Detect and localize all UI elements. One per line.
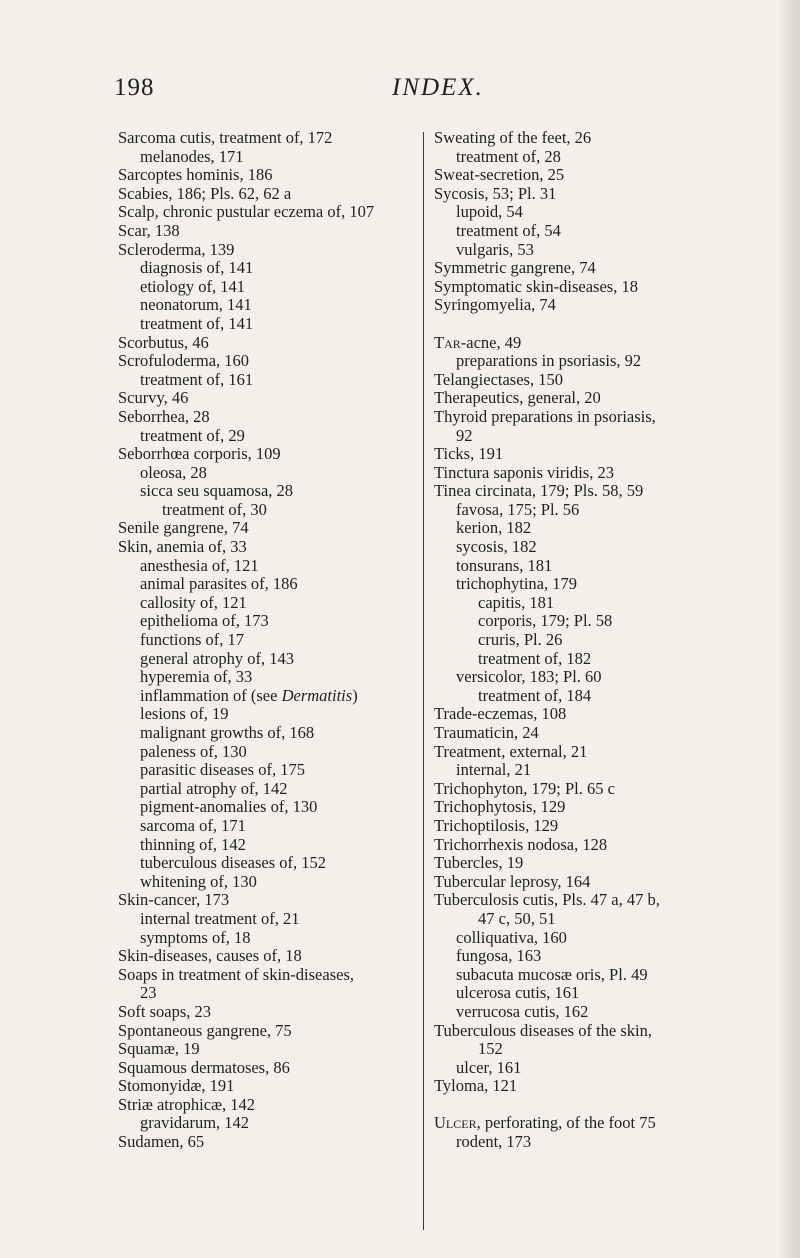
index-entry-text: Scrofuloderma, 160 (118, 351, 250, 371)
index-entry-text: , perforating, of the foot 75 (476, 1113, 656, 1133)
index-entry-text: general atrophy of, 143 (140, 648, 294, 668)
index-entry-text: callosity of, 121 (140, 592, 247, 612)
index-entry-text: capitis, 181 (478, 592, 555, 612)
index-entry-text: Thyroid preparations in psoriasis, (434, 406, 656, 426)
index-entry (118, 854, 423, 873)
index-entry (424, 612, 784, 631)
index-entry (118, 780, 423, 799)
index-entry-text: Telangiectases, 150 (434, 369, 563, 389)
index-entry-smallcaps: Ulcer (434, 1113, 477, 1133)
index-entry-text: rodent, 173 (456, 1132, 532, 1152)
index-entry-text: epithelioma of, 173 (140, 611, 269, 631)
index-entry-text: treatment of, 161 (140, 369, 254, 389)
index-entry-text: hyperemia of, 33 (140, 667, 253, 687)
index-entry-suffix: ) (352, 685, 358, 705)
index-entry (424, 743, 784, 762)
index-entry-text: Tuberculous diseases of the skin, (434, 1020, 652, 1040)
index-entry (424, 371, 784, 390)
index-entry (118, 445, 423, 464)
index-entry (424, 668, 784, 687)
index-entry (424, 334, 784, 353)
index-entry-text: treatment of, 184 (478, 685, 592, 705)
index-entry-smallcaps: Tar (434, 332, 461, 352)
index-entry (424, 575, 784, 594)
index-entry-text: Trichophytosis, 129 (434, 797, 566, 817)
index-entry (424, 1114, 784, 1133)
index-entry (118, 724, 423, 743)
index-entry-text: versicolor, 183; Pl. 60 (456, 667, 602, 687)
index-entry (424, 445, 784, 464)
index-entry-text: sarcoma of, 171 (140, 815, 246, 835)
index-entry-text: Senile gangrene, 74 (118, 518, 249, 538)
index-entry (118, 185, 423, 204)
index-entry-text: Treatment, external, 21 (434, 741, 588, 761)
index-entry (118, 1059, 423, 1078)
index-entry-text: Tubercles, 19 (434, 853, 524, 873)
index-entry (424, 464, 784, 483)
index-entry (424, 984, 784, 1003)
index-entry (424, 389, 784, 408)
index-entry-text: treatment of, 182 (478, 648, 592, 668)
index-entry-text: Scar, 138 (118, 220, 180, 240)
index-entry-text: paleness of, 130 (140, 741, 247, 761)
index-entry-text: Ticks, 191 (434, 444, 504, 464)
index-entry (118, 631, 423, 650)
index-entry (118, 1040, 423, 1059)
index-entry (424, 650, 784, 669)
index-entry-text: -acne, 49 (460, 332, 522, 352)
index-entry (118, 873, 423, 892)
index-entry (424, 352, 784, 371)
index-entry (424, 185, 784, 204)
index-entry-text: Trichoptilosis, 129 (434, 815, 559, 835)
index-entry-text: Soaps in treatment of skin-diseases, (118, 964, 354, 984)
index-entry-text: diagnosis of, 141 (140, 258, 254, 278)
index-entry (118, 278, 423, 297)
index-entry (118, 166, 423, 185)
index-entry (118, 761, 423, 780)
index-entry (424, 222, 784, 241)
index-entry-text: Sarcoma cutis, treatment of, 172 (118, 128, 333, 147)
index-entry (424, 1059, 784, 1078)
index-entry-text: treatment of, 29 (140, 425, 245, 445)
index-entry-text: Skin-cancer, 173 (118, 890, 230, 910)
index-entry-text: Symptomatic skin-diseases, 18 (434, 276, 638, 296)
index-entry-text: inflammation of (see (140, 685, 282, 705)
index-entry-text: Scalp, chronic pustular eczema of, 107 (118, 202, 375, 222)
index-entry (118, 241, 423, 260)
index-entry-text: sycosis, 182 (456, 537, 537, 557)
index-entry-text: Therapeutics, general, 20 (434, 388, 601, 408)
index-entry-text: malignant growths of, 168 (140, 723, 315, 742)
index-entry (424, 1077, 784, 1096)
index-entry (424, 501, 784, 520)
index-entry-text: lesions of, 19 (140, 704, 229, 724)
index-entry (118, 203, 423, 222)
index-entry-text: Soft soaps, 23 (118, 1001, 212, 1021)
index-entry-text: Tinctura saponis viridis, 23 (434, 462, 614, 482)
index-entry-text: anesthesia of, 121 (140, 555, 259, 575)
index-entry (118, 612, 423, 631)
page-number: 198 (114, 74, 155, 101)
index-entry-text: whitening of, 130 (140, 871, 257, 891)
index-entry-text: Skin, anemia of, 33 (118, 537, 247, 557)
index-entry (118, 1022, 423, 1041)
index-entry-text: symptoms of, 18 (140, 927, 251, 947)
index-entry-text: Tubercular leprosy, 164 (434, 871, 591, 891)
index-entry-text: treatment of, 141 (140, 313, 254, 333)
section-gap (424, 1096, 784, 1115)
index-entry (118, 1133, 423, 1152)
index-entry-text: vulgaris, 53 (456, 239, 534, 259)
index-entry-text: tuberculous diseases of, 152 (140, 853, 327, 873)
index-entry-text: lupoid, 54 (456, 202, 523, 222)
index-entry (118, 668, 423, 687)
index-entry-text: internal treatment of, 21 (140, 908, 300, 928)
index-entry-text: kerion, 182 (456, 518, 532, 538)
index-entry (118, 817, 423, 836)
index-entry (424, 148, 784, 167)
index-entry (118, 687, 423, 706)
index-entry-text: verrucosa cutis, 162 (456, 1001, 589, 1021)
index-entry-text: neonatorum, 141 (140, 295, 252, 315)
index-entry-text: animal parasites of, 186 (140, 574, 298, 594)
index-entry-text: Striæ atrophicæ, 142 (118, 1094, 256, 1114)
index-entry-text: corporis, 179; Pl. 58 (478, 611, 613, 631)
index-entry-text: functions of, 17 (140, 630, 245, 650)
index-entry (424, 1003, 784, 1022)
index-entry-text: 152 (478, 1039, 503, 1059)
index-entry (424, 836, 784, 855)
index-entry-text: Tyloma, 121 (434, 1076, 518, 1096)
index-entry (118, 315, 423, 334)
index-entry-text: colliquativa, 160 (456, 927, 567, 947)
index-entry (424, 278, 784, 297)
index-entry (424, 705, 784, 724)
index-entry (118, 129, 423, 148)
index-entry-text: Squamæ, 19 (118, 1039, 200, 1059)
index-entry (424, 817, 784, 836)
index-entry (118, 334, 423, 353)
index-entry (118, 501, 423, 520)
index-entry (118, 836, 423, 855)
index-entry-text: favosa, 175; Pl. 56 (456, 499, 580, 519)
index-entry-text: 23 (140, 983, 157, 1003)
index-entry-text: parasitic diseases of, 175 (140, 760, 305, 780)
index-entry (424, 557, 784, 576)
index-entry-text: Scurvy, 46 (118, 388, 189, 408)
index-entry (118, 296, 423, 315)
index-entry-text: Stomonyidæ, 191 (118, 1076, 235, 1096)
index-entry (424, 947, 784, 966)
index-entry (118, 538, 423, 557)
index-entry (118, 910, 423, 929)
index-entry-text: Skin-diseases, causes of, 18 (118, 946, 302, 966)
index-entry (424, 538, 784, 557)
index-entry (424, 873, 784, 892)
index-entry-text: melanodes, 171 (140, 146, 244, 166)
index-entry (118, 984, 423, 1003)
index-entry-text: trichophytina, 179 (456, 574, 577, 594)
index-entry (424, 166, 784, 185)
index-entry-text: Trichophyton, 179; Pl. 65 c (434, 778, 615, 798)
index-entry (118, 1003, 423, 1022)
index-entry (118, 929, 423, 948)
index-entry-text: thinning of, 142 (140, 834, 246, 854)
index-entry-text: Traumaticin, 24 (434, 723, 539, 742)
index-entry-text: Symmetric gangrene, 74 (434, 258, 596, 278)
index-entry-text: partial atrophy of, 142 (140, 778, 288, 798)
index-entry-text: sicca seu squamosa, 28 (140, 481, 294, 501)
index-entry-text: Scabies, 186; Pls. 62, 62 a (118, 183, 292, 203)
index-entry (424, 780, 784, 799)
index-entry-text: subacuta mucosæ oris, Pl. 49 (456, 964, 648, 984)
index-entry-text: gravidarum, 142 (140, 1113, 250, 1133)
index-entry (118, 575, 423, 594)
index-entry (424, 891, 784, 910)
index-entry-text: Tinea circinata, 179; Pls. 58, 59 (434, 481, 644, 501)
index-entry (118, 594, 423, 613)
index-entry (424, 203, 784, 222)
index-entry-text: ulcer, 161 (456, 1057, 522, 1077)
index-entry (424, 241, 784, 260)
index-entry (424, 1022, 784, 1041)
index-entry (424, 408, 784, 427)
index-entry (424, 761, 784, 780)
index-entry (118, 389, 423, 408)
index-entry (424, 519, 784, 538)
index-entry (118, 891, 423, 910)
index-entry-text: preparations in psoriasis, 92 (456, 351, 642, 371)
index-entry (118, 427, 423, 446)
index-entry-text: Trichorrhexis nodosa, 128 (434, 834, 608, 854)
index-column-right (424, 129, 784, 1152)
index-entry (424, 854, 784, 873)
index-entry-text: Seborrhea, 28 (118, 406, 210, 426)
index-entry (424, 427, 784, 446)
index-entry (424, 929, 784, 948)
index-entry-text: fungosa, 163 (456, 946, 542, 966)
index-entry (118, 650, 423, 669)
index-entry-text: Scorbutus, 46 (118, 332, 209, 352)
index-entry-text: cruris, Pl. 26 (478, 630, 563, 650)
index-entry (424, 482, 784, 501)
index-entry (118, 947, 423, 966)
index-entry (118, 1114, 423, 1133)
index-entry-text: Seborrhœa corporis, 109 (118, 444, 281, 464)
index-entry-text: Trade-eczemas, 108 (434, 704, 567, 724)
index-entry (118, 557, 423, 576)
index-entry-text: pigment-anomalies of, 130 (140, 797, 318, 817)
index-entry (118, 519, 423, 538)
index-entry (424, 910, 784, 929)
index-entry (118, 482, 423, 501)
index-entry (118, 464, 423, 483)
index-entry (118, 966, 423, 985)
index-entry (118, 371, 423, 390)
index-entry (118, 222, 423, 241)
index-entry (424, 259, 784, 278)
index-entry-text: Scleroderma, 139 (118, 239, 235, 259)
index-entry (118, 798, 423, 817)
index-entry-text: Sweat-secretion, 25 (434, 165, 565, 185)
index-entry (424, 129, 784, 148)
index-entry-text: Syringomyelia, 74 (434, 295, 556, 315)
index-entry (424, 1133, 784, 1152)
index-entry (424, 296, 784, 315)
index-entry-text: Sarcoptes hominis, 186 (118, 165, 273, 185)
index-entry (118, 148, 423, 167)
index-entry (118, 743, 423, 762)
index-entry (424, 1040, 784, 1059)
index-entry (118, 352, 423, 371)
index-entry-italic: Dermatitis (281, 685, 353, 705)
index-column-left (118, 129, 423, 1152)
index-entry-text: treatment of, 30 (162, 499, 267, 519)
index-entry-text: internal, 21 (456, 760, 532, 780)
index-entry-text: Sycosis, 53; Pl. 31 (434, 183, 557, 203)
index-entry-text: tonsurans, 181 (456, 555, 553, 575)
index-entry (424, 687, 784, 706)
index-entry-text: etiology of, 141 (140, 276, 245, 296)
index-entry-text: 47 c, 50, 51 (478, 908, 556, 928)
section-gap (424, 315, 784, 334)
index-entry-text: Sweating of the feet, 26 (434, 128, 592, 147)
index-entry (424, 966, 784, 985)
index-entry-text: Tuberculosis cutis, Pls. 47 a, 47 b, (434, 890, 660, 910)
index-entry (424, 631, 784, 650)
index-entry-text: treatment of, 54 (456, 220, 561, 240)
index-entry (424, 798, 784, 817)
index-entry-text: ulcerosa cutis, 161 (456, 983, 580, 1003)
index-entry-text: Spontaneous gangrene, 75 (118, 1020, 292, 1040)
index-entry-text: Sudamen, 65 (118, 1132, 205, 1152)
index-entry (118, 259, 423, 278)
index-entry-text: treatment of, 28 (456, 146, 561, 166)
running-title: INDEX. (392, 74, 484, 101)
index-entry (424, 724, 784, 743)
index-entry (424, 594, 784, 613)
index-entry (118, 705, 423, 724)
index-entry (118, 1077, 423, 1096)
index-entry-text: Squamous dermatoses, 86 (118, 1057, 290, 1077)
index-entry-text: oleosa, 28 (140, 462, 207, 482)
index-entry (118, 1096, 423, 1115)
index-entry-text: 92 (456, 425, 473, 445)
index-entry (118, 408, 423, 427)
page-header (0, 74, 800, 114)
